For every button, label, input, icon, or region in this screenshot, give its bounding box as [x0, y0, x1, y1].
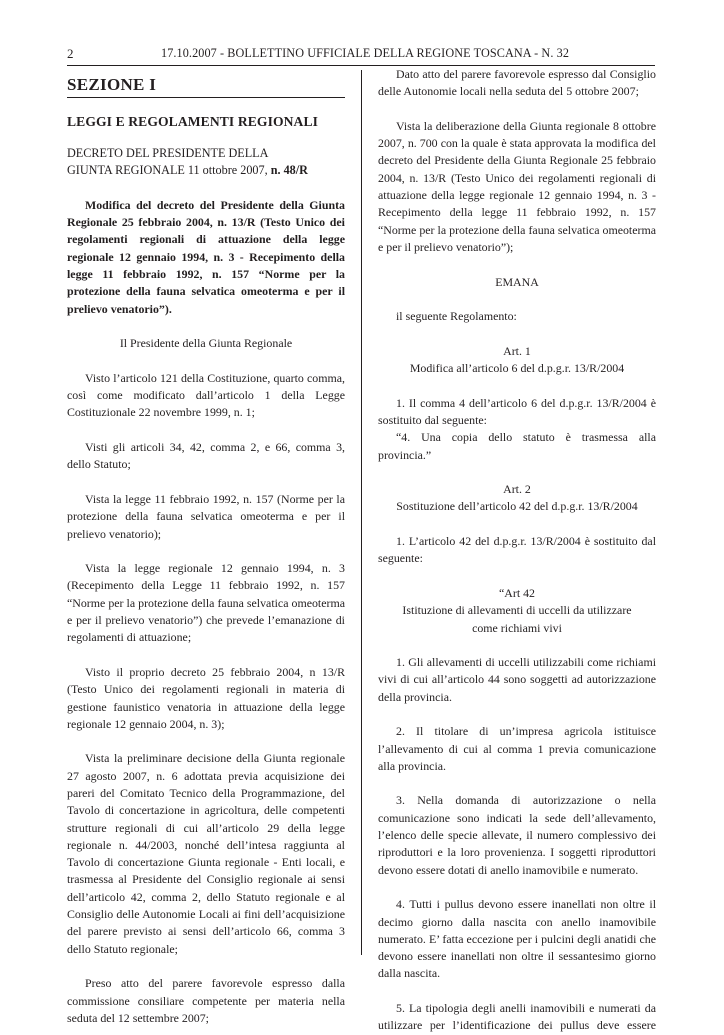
paragraph: Vista la legge 11 febbraio 1992, n. 157 (Norme per la protezione della fauna selvatica omeoterma e per il prelievo venatorio);	[67, 491, 345, 541]
paragraph: 5. La tipologia degli anelli inamovibili e numerati da utilizzare per l’identificazione dei pullus deve essere	[378, 1001, 656, 1033]
paragraph: Vista la legge regionale 12 gennaio 1994, n. 3 (Recepimento della Legge 11 febbraio 1992, n. 157 “Norme per la protezione della fauna selvatica omeoterma e per il prelievo venatorio”) che prevede l’emanazione di regolamenti di attuazione;	[67, 561, 345, 645]
paragraph: “4. Una copia dello statuto è trasmessa alla provincia.”	[378, 430, 656, 462]
paragraph: 1. Gli allevamenti di uccelli utilizzabili come richiami vivi di cui all’articolo 44 sono soggetti ad autorizzazione della provincia.	[378, 655, 656, 704]
article-number: Art. 1	[503, 343, 531, 358]
subsection-heading: LEGGI E REGOLAMENTI REGIONALI	[67, 114, 319, 129]
decree-heading	[67, 145, 345, 180]
paragraph: il seguente Regolamento:	[396, 309, 517, 324]
paragraph: 1. Il comma 4 dell’articolo 6 del d.p.g.r. 13/R/2004 è sostituito dal seguente:	[378, 395, 656, 427]
decree-line1: DECRETO DEL PRESIDENTE DELLA	[67, 146, 269, 160]
paragraph: Dato atto del parere favorevole espresso dal Consiglio delle Autonomie locali nella seduta del 5 ottobre 2007;	[378, 67, 656, 99]
paragraph: Visto il proprio decreto 25 febbraio 2004, n 13/R (Testo Unico dei regolamenti regionali in materia di gestione faunistico venatoria in attuazione della legge regionale 12 gennaio 2004, n. 3);	[67, 664, 345, 731]
article-number: Art. 2	[503, 482, 531, 497]
paragraph: Visto l’articolo 121 della Costituzione, quarto comma, così come modificato dall’articolo 1 della Legge Costituzionale 22 novembre 1999, n. 1;	[67, 370, 345, 420]
page-number: 2	[67, 46, 74, 61]
paragraph: Visti gli articoli 34, 42, comma 2, e 66, comma 3, dello Statuto;	[67, 440, 345, 472]
paragraph: 3. Nella domanda di autorizzazione o nella comunicazione sono indicati la sede dell’allevamento, l’elenco delle specie allevate, il numero complessivo dei riproduttori e la loro provenienza. I soggetti riproduttori devono essere dotati di anello inamovibile e numerato.	[378, 793, 656, 877]
paragraph: Preso atto del parere favorevole espresso dalla commissione consiliare competente per materia nella seduta del 12 settembre 2007;	[67, 976, 345, 1025]
right-column	[378, 66, 656, 1035]
article-title: come richiami vivi	[472, 620, 562, 635]
president-line: Il Presidente della Giunta Regionale	[119, 336, 293, 351]
article-title: Sostituzione dell’articolo 42 del d.p.g.r. 13/R/2004	[396, 499, 638, 514]
running-title: 17.10.2007 - BOLLETTINO UFFICIALE DELLA REGIONE TOSCANA - N. 32	[161, 46, 570, 60]
emana-heading: EMANA	[495, 274, 539, 289]
paragraph: Vista la deliberazione della Giunta regionale 8 ottobre 2007, n. 700 con la quale è stata approvata la modifica del decreto del Presidente della Giunta Regionale 25 febbraio 2004, n. 13/R (Testo Unico dei regolamenti regionali di attuazione della legge regionale 12 gennaio 1994, n. 3 - Recepimento della legge 11 febbraio 1992, n. 157 “Norme per la protezione della fauna selvatica omeoterma e per il prelievo venatorio”);	[378, 118, 656, 254]
article-number: “Art 42	[499, 585, 535, 600]
decree-line2: GIUNTA REGIONALE 11 ottobre 2007,	[67, 163, 271, 178]
paragraph: 4. Tutti i pullus devono essere inanellati non oltre il decimo giorno dalla nascita con anello inamovibile numerato. E’ fatta eccezione per i pulcini degli anatidi che devono essere inanellati non oltre il sessantesimo giorno dalla nascita.	[378, 897, 656, 981]
running-header	[67, 43, 655, 66]
column-divider	[361, 70, 362, 955]
left-column	[67, 66, 345, 1027]
decree-number: n. 48/R	[270, 163, 308, 178]
paragraph: 2. Il titolare di un’impresa agricola istituisce l’allevamento di cui al comma 1 previa comunicazione alla provincia.	[378, 724, 656, 773]
decree-title: Modifica del decreto del Presidente della Giunta Regionale 25 febbraio 2004, n. 13/R (Testo Unico dei regolamenti regionali di attuazione della legge regionale 12 gennaio 1994, n. 3 - Recepimento della legge 11 febbraio 1992, n. 157 “Norme per la protezione della fauna selvatica omeoterma e per il prelievo venatorio”).	[67, 197, 345, 316]
paragraph: 1. L’articolo 42 del d.p.g.r. 13/R/2004 è sostituito dal seguente:	[378, 534, 656, 566]
section-heading: SEZIONE I	[67, 66, 345, 98]
article-title: Modifica all’articolo 6 del d.p.g.r. 13/R/2004	[409, 361, 625, 376]
article-title: Istituzione di allevamenti di uccelli da utilizzare	[402, 603, 632, 618]
paragraph: Vista la preliminare decisione della Giunta regionale 27 agosto 2007, n. 6 adottata previa acquisizione dei pareri del Comitato Tecnico della Programmazione, del Tavolo di concertazione in agricoltura, delle competenti strutture regionali di cui all’articolo 29 della legge regionale n. 44/2003, nonché dell’intesa raggiunta al Tavolo di concertazione Giunta regionale - Enti locali, e trasmessa al Presidente del Consiglio regionale ai sensi dell’articolo 42, comma 2, dello Statuto regionale e al Consiglio delle Autonomie Locali ai fini dell’acquisizione del parere previsto ai sensi dell’articolo 66, comma 3 dello Statuto regionale;	[67, 751, 345, 956]
